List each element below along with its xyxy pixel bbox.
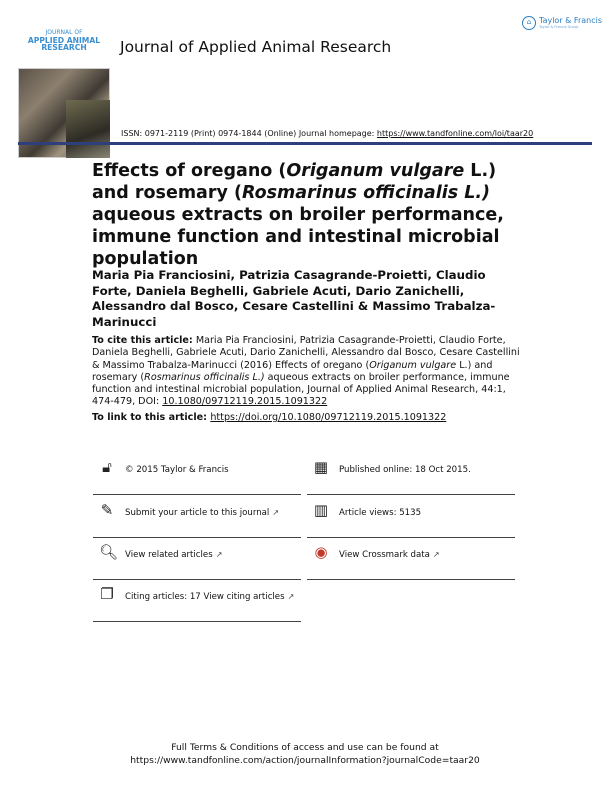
cover-title: JOURNAL OF APPLIED ANIMAL RESEARCH	[27, 29, 101, 52]
published-info: ▦ Published online: 18 Oct 2015.	[307, 452, 515, 495]
calendar-icon: ▦	[313, 458, 329, 476]
citation: To cite this article: Maria Pia Franciosini, Patrizia Casagrande-Proietti, Claudio Forte, Daniela Beghelli, Gabriele Acuti, Dario Zanichelli, Alessandro dal Bosco, Cesare Castellini & Massimo Trabalza-Marinucci (2016) Effects of oregano (Origanum vulgare L.) and rosemary (Rosmarinus officinalis L.) aqueous extracts on broiler performance, immune function and intestinal microbial population, Journal of Applied Animal Research, 44:1, 474-479, DOI: 10.1080/09712119.2015.1091322	[92, 335, 520, 408]
publisher-logo-icon: ⌂	[522, 16, 536, 30]
copyright-info: 🔓︎ © 2015 Taylor & Francis	[93, 452, 301, 495]
journal-homepage-link[interactable]: https://www.tandfonline.com/loi/taar20	[376, 129, 534, 138]
external-link-icon: ↗	[272, 508, 280, 517]
article-title: Effects of oregano (Origanum vulgare L.) and rosemary (Rosmarinus officinalis L.) aqueous extracts on broiler performance, immune function and intestinal microbial population	[92, 161, 504, 269]
header-divider	[18, 142, 592, 145]
article-link: To link to this article: https://doi.org/10.1080/09712119.2015.1091322	[92, 412, 447, 423]
external-link-icon: ↗	[432, 550, 440, 559]
related-articles-link[interactable]: 🔍︎ View related articles ↗	[93, 537, 301, 580]
document-search-icon: 🔍︎	[99, 543, 119, 561]
crossmark-icon: ◉	[314, 543, 328, 561]
cover-photo-inset	[66, 100, 110, 158]
submit-article-link[interactable]: ✎ Submit your article to this journal ↗	[93, 495, 301, 538]
external-link-icon: ↗	[287, 592, 295, 601]
citing-articles-link[interactable]: ❐ Citing articles: 17 View citing articles ↗	[93, 579, 301, 622]
open-lock-icon: 🔓︎	[102, 458, 112, 476]
article-views: ▥ Article views: 5135	[307, 495, 515, 538]
footer-terms: Full Terms & Conditions of access and use can be found at https://www.tandfonline.com/action/journalInformation?journalCode=taar20	[0, 741, 610, 767]
publisher-logo: ⌂ Taylor & Francis Taylor & Francis Group	[522, 16, 602, 30]
bar-chart-icon: ▥	[313, 501, 329, 519]
issn-line: ISSN: 0971-2119 (Print) 0974-1844 (Online) Journal homepage: https://www.tandfonline.com/loi/taar20	[121, 129, 534, 138]
article-doi-link[interactable]: https://doi.org/10.1080/09712119.2015.1091322	[210, 412, 447, 423]
journal-cover-image	[18, 20, 110, 128]
external-link-icon: ↗	[215, 550, 223, 559]
article-authors: Maria Pia Franciosini, Patrizia Casagrande-Proietti, Claudio Forte, Daniela Beghelli, Gabriele Acuti, Dario Zanichelli, Alessandro dal Bosco, Cesare Castellini & Massimo Trabalza-Marinucci	[92, 268, 496, 329]
crossmark-link[interactable]: ◉ View Crossmark data ↗	[307, 537, 515, 580]
doi-link[interactable]: 10.1080/09712119.2015.1091322	[162, 396, 328, 408]
journal-title: Journal of Applied Animal Research	[120, 38, 392, 56]
terms-link[interactable]: https://www.tandfonline.com/action/journalInformation?journalCode=taar20	[130, 755, 480, 766]
copy-documents-icon: ❐	[100, 585, 114, 603]
edit-icon: ✎	[100, 501, 114, 519]
